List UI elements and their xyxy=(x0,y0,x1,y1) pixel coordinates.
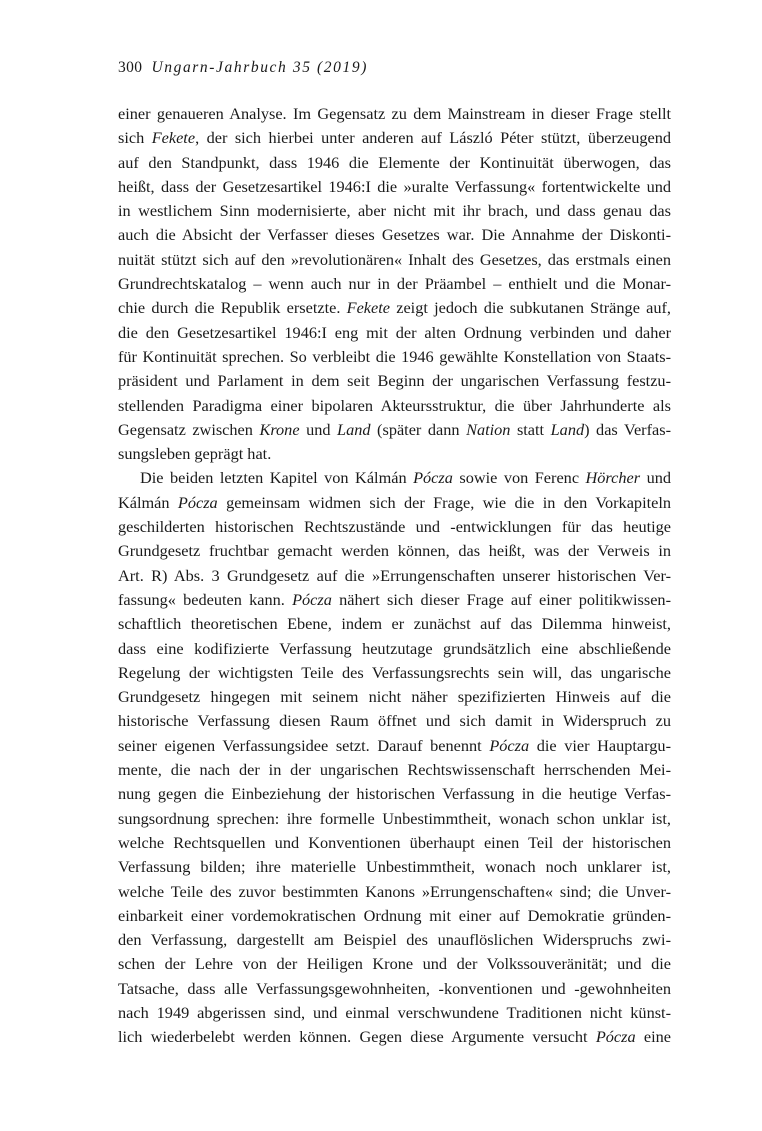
text-line xyxy=(118,175,671,199)
text-line xyxy=(118,321,671,345)
text-line xyxy=(118,345,671,369)
text-segment: auch die Absicht der Verfasser dieses Gesetzes war. Die Annahme der Diskonti- xyxy=(118,225,671,245)
text-line xyxy=(118,394,671,418)
text-segment: den Verfassung, dargestellt am Beispiel des unauflöslichen Widerspruchs zwi- xyxy=(118,930,671,950)
italic-name: Pócza xyxy=(489,735,530,755)
italic-name: Pócza xyxy=(292,589,332,609)
text-segment: präsident und Parlament in dem seit Beginn der ungarischen Verfassung festzu- xyxy=(118,371,671,391)
text-segment: Grundgesetz hingegen mit seinem nicht näher spezifizierten Hinweis auf die xyxy=(118,687,671,707)
text-line xyxy=(118,661,671,685)
text-segment: Verfassung bilden; ihre materielle Unbestimmtheit, wonach noch unklarer ist, xyxy=(118,857,671,877)
text-segment: welche Teile des zuvor bestimmten Kanons »Errungenschaften« sind; die Unver- xyxy=(118,881,671,901)
text-segment: und xyxy=(299,419,338,439)
text-segment: schaftlich theoretischen Ebene, indem er zunächst auf das Dilemma hinweist, xyxy=(118,614,671,634)
text-segment: seiner eigenen Verfassungsidee setzt. Darauf benennt xyxy=(118,735,490,755)
text-line xyxy=(118,539,671,563)
text-line xyxy=(118,1025,671,1049)
text-line xyxy=(118,248,671,272)
paragraph xyxy=(118,466,671,1049)
text-line xyxy=(118,199,671,223)
text-segment: Die beiden letzten Kapitel von Kálmán xyxy=(140,468,414,488)
text-segment: nähert sich dieser Frage auf einer politikwissen- xyxy=(331,589,671,609)
text-segment: historische Verfassung diesen Raum öffnet und sich damit in Widerspruch zu xyxy=(118,711,671,731)
text-segment: einbarkeit einer vordemokratischen Ordnung mit einer auf Demokratie gründen- xyxy=(118,905,671,925)
text-line xyxy=(118,102,671,126)
text-line xyxy=(118,588,671,612)
text-segment: stellenden Paradigma einer bipolaren Akteursstruktur, die über Jahrhunderte als xyxy=(118,395,671,415)
italic-name: Hörcher xyxy=(585,468,641,488)
text-segment: heißt, dass der Gesetzesartikel 1946:I die »uralte Verfassung« fortentwickelte und xyxy=(118,176,671,196)
text-line xyxy=(118,442,671,466)
text-segment: die vier Hauptargu- xyxy=(529,735,671,755)
text-segment: Grundrechtskatalog – wenn auch nur in der Präambel – enthielt und die Monar- xyxy=(118,274,671,294)
text-segment: fassung« bedeuten kann. xyxy=(118,589,293,609)
text-segment: zeigt jedoch die subkutanen Stränge auf, xyxy=(390,298,671,318)
text-segment: ) das Verfas- xyxy=(584,419,672,439)
text-segment: die den Gesetzesartikel 1946:I eng mit der alten Ordnung verbinden und daher xyxy=(118,322,671,342)
text-line xyxy=(118,977,671,1001)
text-segment: statt xyxy=(510,419,551,439)
text-line xyxy=(118,637,671,661)
text-line xyxy=(118,223,671,247)
text-line xyxy=(118,807,671,831)
text-segment: sowie von Ferenc xyxy=(452,468,586,488)
text-line xyxy=(118,952,671,976)
text-segment: sich xyxy=(118,128,152,148)
page-number: 300 xyxy=(118,59,143,76)
text-line xyxy=(118,564,671,588)
text-segment: (später dann xyxy=(370,419,467,439)
paragraph xyxy=(118,102,671,466)
text-segment: sungsordnung sprechen: ihre formelle Unbestimmtheit, wonach schon unklar ist, xyxy=(118,808,671,828)
text-segment: lich wiederbelebt werden können. Gegen diese Argumente versucht xyxy=(118,1027,596,1047)
text-line xyxy=(118,782,671,806)
text-segment: Gegensatz zwischen xyxy=(118,419,260,439)
text-segment: nung gegen die Einbeziehung der historischen Verfassung in die heutige Verfas- xyxy=(118,784,671,804)
text-segment: in westlichem Sinn modernisierte, aber nicht mit ihr brach, und dass genau das xyxy=(118,201,671,221)
text-line xyxy=(118,369,671,393)
text-line xyxy=(118,272,671,296)
running-head xyxy=(118,59,368,77)
italic-name: Fekete xyxy=(346,298,391,318)
italic-name: Pócza xyxy=(595,1027,636,1047)
text-line xyxy=(118,831,671,855)
italic-name: Krone xyxy=(259,419,300,439)
text-line xyxy=(118,491,671,515)
text-segment: Tatsache, dass alle Verfassungsgewohnheiten, -konventionen und -gewohnheiten xyxy=(118,978,671,998)
text-segment: Kálmán xyxy=(118,492,178,512)
text-line xyxy=(118,734,671,758)
text-segment: gemeinsam widmen sich der Frage, wie die in den Vorkapiteln xyxy=(217,492,672,512)
text-line xyxy=(118,1001,671,1025)
italic-name: Land xyxy=(337,419,371,439)
text-segment: eine xyxy=(635,1027,672,1047)
text-line xyxy=(118,758,671,782)
text-segment: nuität stützt sich auf den »revolutionären« Inhalt des Gesetzes, das erstmals einen xyxy=(118,249,671,269)
text-segment: auf den Standpunkt, dass 1946 die Elemente der Kontinuität überwogen, das xyxy=(118,152,671,172)
italic-name: Pócza xyxy=(177,492,218,512)
text-line xyxy=(118,904,671,928)
text-segment: und xyxy=(640,468,671,488)
text-line xyxy=(118,296,671,320)
text-segment: schen der Lehre von der Heiligen Krone und der Volkssouveränität; und die xyxy=(118,954,671,974)
text-line xyxy=(118,515,671,539)
italic-name: Pócza xyxy=(413,468,453,488)
italic-name: Fekete xyxy=(151,128,196,148)
text-segment: sungsleben geprägt hat. xyxy=(118,444,272,464)
body-text xyxy=(118,102,671,1050)
text-line xyxy=(118,928,671,952)
journal-title: Ungarn-Jahrbuch 35 (2019) xyxy=(151,59,368,76)
text-line xyxy=(118,418,671,442)
text-line xyxy=(118,612,671,636)
italic-name: Nation xyxy=(466,419,511,439)
text-segment: chie durch die Republik ersetzte. xyxy=(118,298,347,318)
text-segment: einer genaueren Analyse. Im Gegensatz zu dem Mainstream in dieser Frage stellt xyxy=(118,104,671,123)
text-segment: Regelung der wichtigsten Teile des Verfassungsrechts sein will, das ungarische xyxy=(118,662,671,682)
text-segment: welche Rechtsquellen und Konventionen überhaupt einen Teil der historischen xyxy=(118,832,671,852)
text-segment: dass eine kodifizierte Verfassung heutzutage grundsätzlich eine abschließende xyxy=(118,638,671,658)
text-line xyxy=(118,709,671,733)
text-line xyxy=(118,855,671,879)
text-line xyxy=(118,880,671,904)
text-segment: , der sich hierbei unter anderen auf László Péter stützt, überzeugend xyxy=(195,128,672,148)
text-line xyxy=(118,685,671,709)
text-line xyxy=(118,151,671,175)
text-segment: Art. R) Abs. 3 Grundgesetz auf die »Errungenschaften unserer historischen Ver- xyxy=(118,565,671,585)
text-segment: mente, die nach der in der ungarischen Rechtswissenschaft herrschenden Mei- xyxy=(118,760,671,780)
text-segment: nach 1949 abgerissen sind, und einmal verschwundene Traditionen nicht künst- xyxy=(118,1002,671,1022)
text-segment: für Kontinuität sprechen. So verbleibt die 1946 gewählte Konstellation von Staats- xyxy=(118,346,671,366)
text-segment: Grundgesetz fruchtbar gemacht werden können, das heißt, was der Verweis in xyxy=(118,541,671,561)
italic-name: Land xyxy=(550,419,585,439)
text-line xyxy=(118,126,671,150)
text-segment: geschilderten historischen Rechtszustände und -entwicklungen für das heutige xyxy=(118,517,671,537)
text-line xyxy=(118,466,671,490)
